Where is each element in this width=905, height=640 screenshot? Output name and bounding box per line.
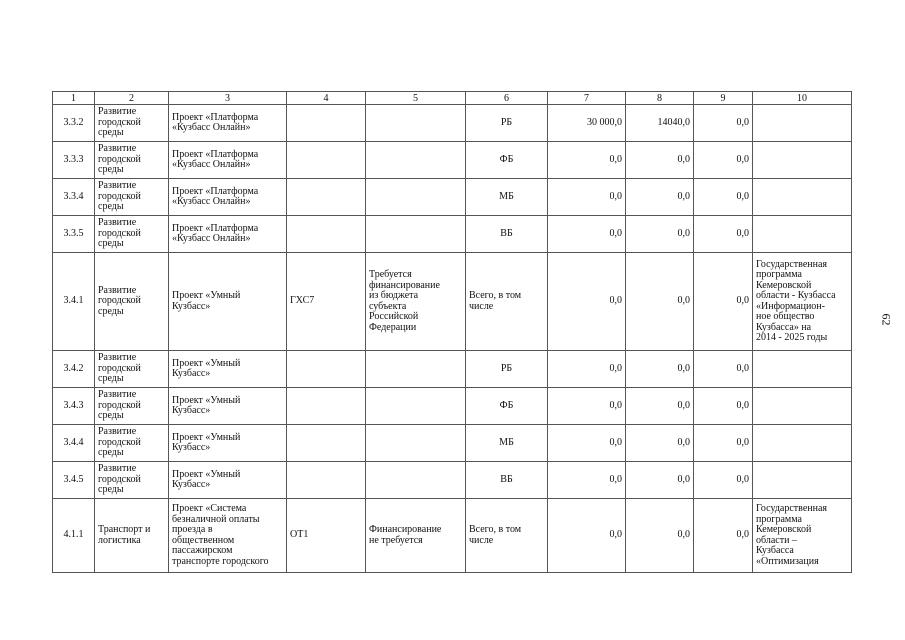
- code-cell: ОТ1: [287, 499, 366, 573]
- program-cell: [753, 216, 852, 253]
- program-cell: Государственная программа Кемеровской области – Кузбасса «Оптимизация: [753, 499, 852, 573]
- project-cell: Проект «Умный Кузбасс»: [169, 253, 287, 351]
- sector-cell: Транспорт и логистика: [95, 499, 169, 573]
- source-cell: Всего, в том числе: [466, 253, 548, 351]
- financing-note-cell: [366, 216, 466, 253]
- table-row: [53, 142, 852, 179]
- amount-cell: 0,0: [694, 179, 753, 216]
- program-cell: [753, 179, 852, 216]
- amount-cell: 0,0: [694, 499, 753, 573]
- source-cell: ФБ: [466, 388, 548, 425]
- code-cell: [287, 105, 366, 142]
- amount-cell: 14040,0: [626, 105, 694, 142]
- header-cell: 9: [694, 92, 753, 105]
- financing-note-cell: [366, 425, 466, 462]
- amount-cell: 0,0: [694, 142, 753, 179]
- financing-note-cell: Требуется финансирование из бюджета субъекта Российской Федерации: [366, 253, 466, 351]
- header-cell: 1: [53, 92, 95, 105]
- program-cell: Государственная программа Кемеровской области - Кузбасса «Информацион- ное общество Кузбасса» на 2014 - 2025 годы: [753, 253, 852, 351]
- amount-cell: 0,0: [626, 462, 694, 499]
- amount-cell: 0,0: [626, 351, 694, 388]
- project-cell: Проект «Система безналичной оплаты проезда в общественном пассажирском транспорте городского: [169, 499, 287, 573]
- source-cell: МБ: [466, 425, 548, 462]
- table-row: [53, 351, 852, 388]
- table-row: [53, 216, 852, 253]
- financing-note-cell: Финансирование не требуется: [366, 499, 466, 573]
- program-cell: [753, 351, 852, 388]
- budget-table: [52, 91, 852, 573]
- financing-note-cell: [366, 142, 466, 179]
- header-cell: 3: [169, 92, 287, 105]
- code-cell: [287, 351, 366, 388]
- amount-cell: 30 000,0: [548, 105, 626, 142]
- project-cell: Проект «Умный Кузбасс»: [169, 388, 287, 425]
- row-number: 3.4.2: [53, 351, 95, 388]
- amount-cell: 0,0: [694, 105, 753, 142]
- project-cell: Проект «Умный Кузбасс»: [169, 425, 287, 462]
- project-cell: Проект «Платформа «Кузбасс Онлайн»: [169, 105, 287, 142]
- amount-cell: 0,0: [548, 388, 626, 425]
- code-cell: [287, 216, 366, 253]
- page-number: 62: [879, 313, 894, 326]
- project-cell: Проект «Платформа «Кузбасс Онлайн»: [169, 216, 287, 253]
- table-row: [53, 179, 852, 216]
- header-cell: 7: [548, 92, 626, 105]
- row-number: 3.3.5: [53, 216, 95, 253]
- sector-cell: Развитие городской среды: [95, 105, 169, 142]
- code-cell: [287, 179, 366, 216]
- source-cell: Всего, в том числе: [466, 499, 548, 573]
- sector-cell: Развитие городской среды: [95, 462, 169, 499]
- source-cell: ВБ: [466, 462, 548, 499]
- sector-cell: Развитие городской среды: [95, 388, 169, 425]
- amount-cell: 0,0: [548, 253, 626, 351]
- row-number: 3.4.1: [53, 253, 95, 351]
- amount-cell: 0,0: [548, 462, 626, 499]
- sector-cell: Развитие городской среды: [95, 253, 169, 351]
- source-cell: РБ: [466, 351, 548, 388]
- amount-cell: 0,0: [548, 179, 626, 216]
- financing-note-cell: [366, 462, 466, 499]
- amount-cell: 0,0: [626, 179, 694, 216]
- amount-cell: 0,0: [626, 253, 694, 351]
- sector-cell: Развитие городской среды: [95, 179, 169, 216]
- program-cell: [753, 388, 852, 425]
- amount-cell: 0,0: [694, 425, 753, 462]
- amount-cell: 0,0: [548, 142, 626, 179]
- amount-cell: 0,0: [548, 499, 626, 573]
- amount-cell: 0,0: [626, 142, 694, 179]
- source-cell: ВБ: [466, 216, 548, 253]
- amount-cell: 0,0: [694, 216, 753, 253]
- table-row: [53, 105, 852, 142]
- header-cell: 4: [287, 92, 366, 105]
- project-cell: Проект «Платформа «Кузбасс Онлайн»: [169, 142, 287, 179]
- source-cell: МБ: [466, 179, 548, 216]
- sector-cell: Развитие городской среды: [95, 351, 169, 388]
- program-cell: [753, 142, 852, 179]
- header-cell: 8: [626, 92, 694, 105]
- row-number: 3.4.4: [53, 425, 95, 462]
- project-cell: Проект «Платформа «Кузбасс Онлайн»: [169, 179, 287, 216]
- header-cell: 5: [366, 92, 466, 105]
- sector-cell: Развитие городской среды: [95, 216, 169, 253]
- table-header-row: [53, 92, 852, 105]
- sector-cell: Развитие городской среды: [95, 425, 169, 462]
- code-cell: [287, 142, 366, 179]
- row-number: 3.4.3: [53, 388, 95, 425]
- program-cell: [753, 425, 852, 462]
- program-cell: [753, 462, 852, 499]
- code-cell: [287, 388, 366, 425]
- table-row: [53, 253, 852, 351]
- code-cell: [287, 462, 366, 499]
- amount-cell: 0,0: [548, 216, 626, 253]
- amount-cell: 0,0: [694, 462, 753, 499]
- table-row: [53, 388, 852, 425]
- source-cell: РБ: [466, 105, 548, 142]
- project-cell: Проект «Умный Кузбасс»: [169, 462, 287, 499]
- row-number: 3.3.2: [53, 105, 95, 142]
- amount-cell: 0,0: [694, 388, 753, 425]
- table-row: [53, 462, 852, 499]
- program-cell: [753, 105, 852, 142]
- header-cell: 6: [466, 92, 548, 105]
- code-cell: [287, 425, 366, 462]
- amount-cell: 0,0: [548, 425, 626, 462]
- financing-note-cell: [366, 388, 466, 425]
- amount-cell: 0,0: [626, 425, 694, 462]
- row-number: 3.4.5: [53, 462, 95, 499]
- header-cell: 2: [95, 92, 169, 105]
- table-row: [53, 499, 852, 573]
- financing-note-cell: [366, 351, 466, 388]
- source-cell: ФБ: [466, 142, 548, 179]
- amount-cell: 0,0: [626, 216, 694, 253]
- amount-cell: 0,0: [626, 388, 694, 425]
- amount-cell: 0,0: [626, 499, 694, 573]
- row-number: 3.3.3: [53, 142, 95, 179]
- project-cell: Проект «Умный Кузбасс»: [169, 351, 287, 388]
- table-row: [53, 425, 852, 462]
- financing-note-cell: [366, 179, 466, 216]
- row-number: 4.1.1: [53, 499, 95, 573]
- amount-cell: 0,0: [694, 351, 753, 388]
- financing-note-cell: [366, 105, 466, 142]
- code-cell: ГХС7: [287, 253, 366, 351]
- row-number: 3.3.4: [53, 179, 95, 216]
- amount-cell: 0,0: [694, 253, 753, 351]
- sector-cell: Развитие городской среды: [95, 142, 169, 179]
- header-cell: 10: [753, 92, 852, 105]
- amount-cell: 0,0: [548, 351, 626, 388]
